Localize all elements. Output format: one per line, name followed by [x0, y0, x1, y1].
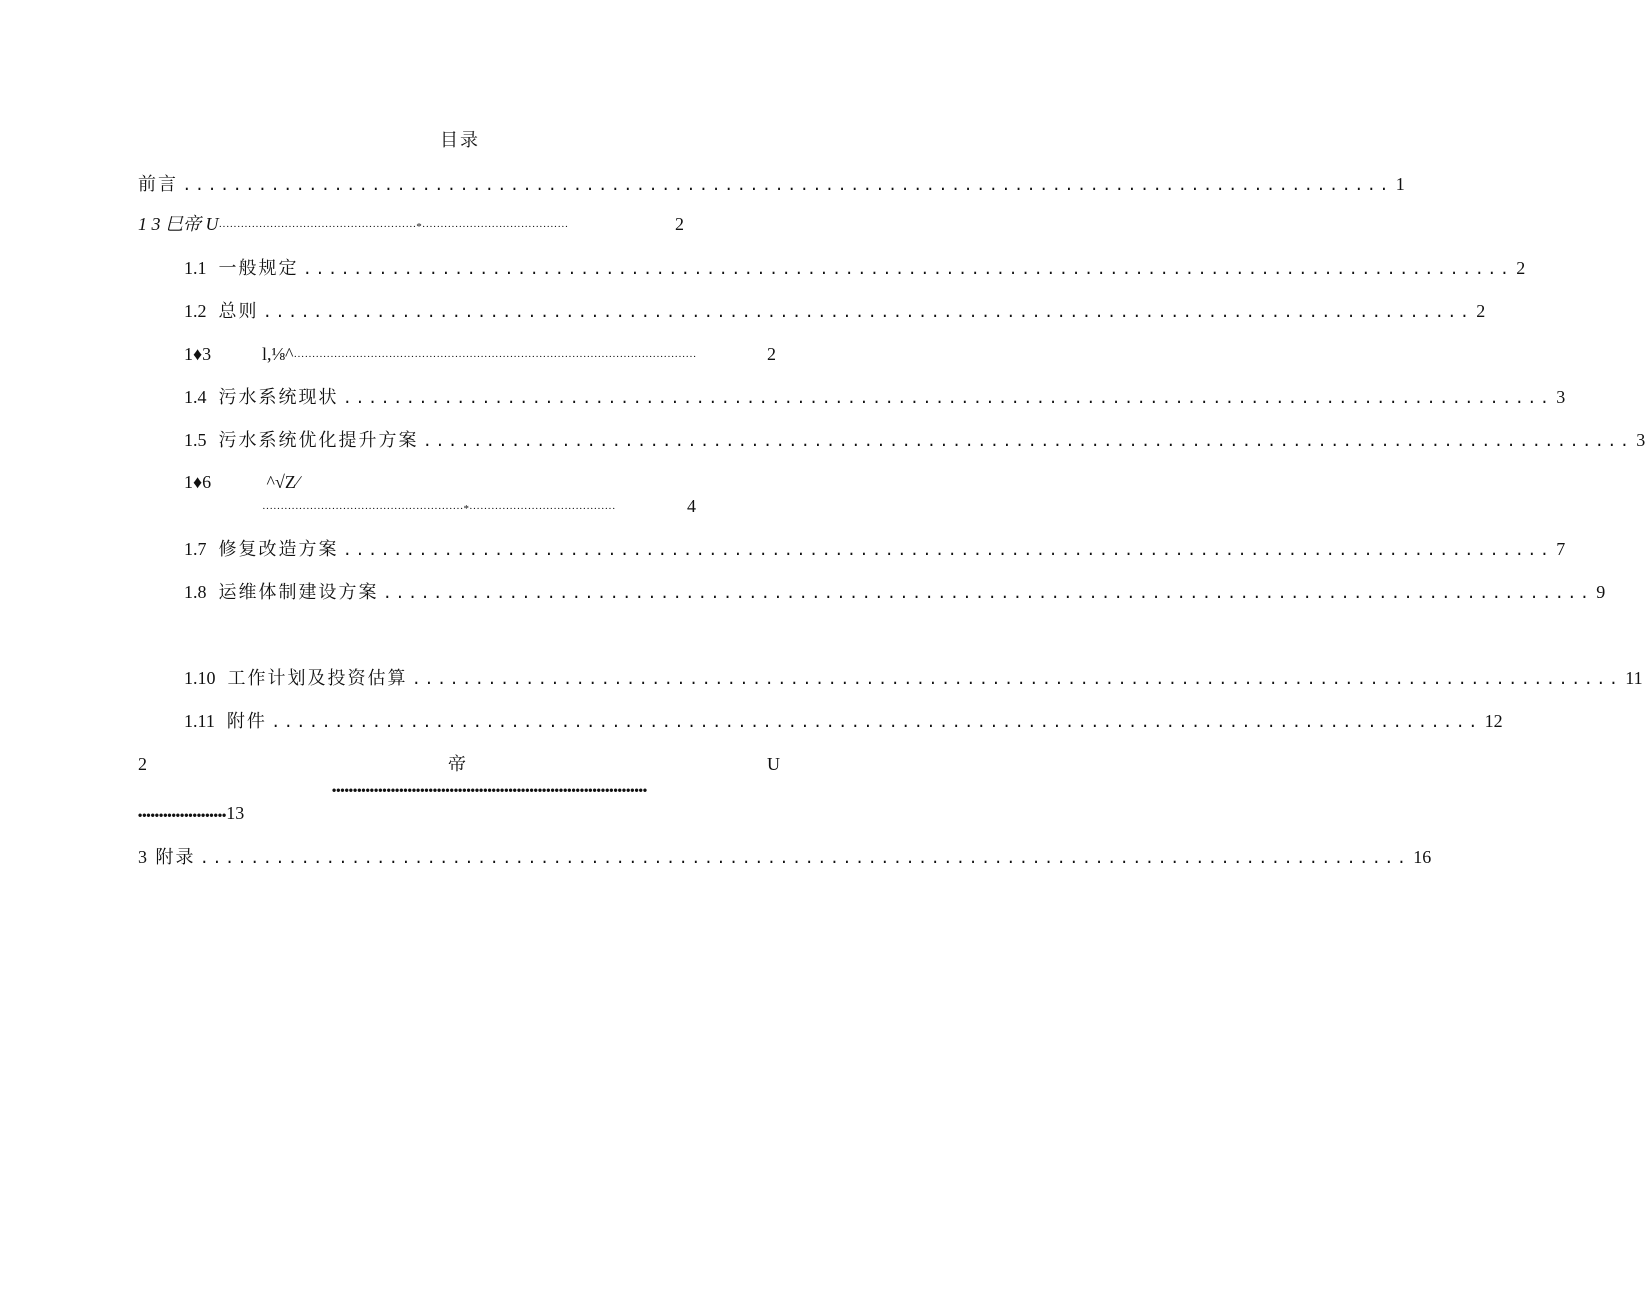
toc-entry-page: 2 [1516, 258, 1526, 278]
toc-entry-appendix[interactable] [138, 845, 1432, 871]
toc-entry-label: 1 3 巳帝 U [138, 214, 219, 234]
dot-leader: ................................................................................................ [342, 390, 1553, 408]
dot-leader: ................................................................................................ [302, 261, 1513, 279]
toc-entry-page: 3 [1556, 387, 1566, 407]
toc-entry-label: 污水系统优化提升方案 [218, 430, 419, 450]
toc-title: 目录 [440, 130, 480, 150]
dot-leader-bold: ••••••••••••••••••••••••••••••••••••••••••••••••••••••••••••••••••••••••••• [332, 783, 648, 797]
dot-leader: ······················································*········································ [218, 221, 569, 233]
dot-leader: ................................................................................................ [182, 177, 1392, 195]
toc-entry-number: 1.4 [184, 387, 207, 407]
toc-entry-label-end: U [767, 754, 780, 774]
toc-entry-page: 3 [1636, 430, 1645, 450]
toc-entry-page: 7 [1556, 539, 1566, 559]
toc-entry-1-2[interactable] [184, 299, 1486, 325]
toc-entry-1-7[interactable] [184, 537, 1566, 563]
toc-entry-label: 总则 [218, 301, 259, 321]
dot-leader: ................................................................................................ [411, 671, 1622, 689]
toc-entry-number: 1.5 [184, 430, 207, 450]
toc-entry-1-6-continuation[interactable] [262, 494, 696, 521]
toc-entry-page: 2 [767, 344, 776, 364]
toc-entry-1-3[interactable] [184, 342, 776, 369]
toc-entry-1-10[interactable] [184, 666, 1643, 692]
toc-entry-label: 附件 [226, 711, 267, 731]
dot-leader: ................................................................................................ [262, 304, 1473, 322]
toc-entry-label: 帝 [448, 754, 466, 774]
toc-entry-1-8[interactable] [184, 580, 1606, 606]
toc-entry-number: 1.1 [184, 258, 207, 278]
toc-entry-page: 2 [675, 214, 684, 234]
toc-entry-1-6[interactable] [184, 470, 299, 494]
toc-entry-preface[interactable] [138, 172, 1405, 198]
toc-entry-1-1[interactable] [184, 256, 1526, 282]
dot-leader: ••••••••••••••••••••• [138, 808, 227, 822]
dot-leader: ................................................................................................ [422, 433, 1633, 451]
toc-entry-number: 2 [138, 754, 147, 774]
dot-leader: ................................................................................................ [199, 850, 1410, 868]
toc-entry-label: 修复改造方案 [218, 539, 339, 559]
toc-entry-page: 9 [1596, 582, 1606, 602]
toc-entry-1-5[interactable] [184, 428, 1645, 454]
toc-entry-page: 13 [226, 803, 245, 823]
toc-entry-1-11[interactable] [184, 709, 1503, 735]
toc-entry-page: 11 [1625, 668, 1643, 688]
toc-entry-label: 污水系统现状 [218, 387, 339, 407]
toc-entry-number: 1.2 [184, 301, 207, 321]
toc-entry-chapter-2-continuation[interactable] [138, 801, 244, 827]
toc-entry-label: 工作计划及投资估算 [227, 668, 408, 688]
toc-entry-label: 3 附录 [138, 847, 196, 867]
toc-entry-chapter-1[interactable] [138, 212, 684, 239]
toc-entry-label: ^√Z∕ [266, 472, 299, 492]
toc-entry-number: 1.8 [184, 582, 207, 602]
dot-leader: ................................................................................................ [342, 542, 1553, 560]
toc-entry-page: 1 [1395, 174, 1405, 194]
toc-entry-number: 1.11 [184, 711, 215, 731]
dot-leader: ·······················································*········································ [262, 503, 616, 515]
toc-entry-page: 16 [1413, 847, 1432, 867]
dot-leader: ................................................................................................ [270, 714, 1481, 732]
toc-entry-number: 1.10 [184, 668, 216, 688]
dot-leader: ·············································································································· [293, 351, 697, 363]
toc-entry-label: 前言 [138, 174, 178, 194]
toc-entry-label: 运维体制建设方案 [218, 582, 379, 602]
dot-leader: ................................................................................................ [382, 585, 1593, 603]
toc-entry-number: 1.7 [184, 539, 207, 559]
toc-entry-page: 2 [1476, 301, 1486, 321]
toc-entry-label: 一般规定 [218, 258, 299, 278]
toc-entry-page: 4 [687, 496, 696, 516]
toc-entry-label: l,⅛^ [262, 344, 294, 364]
toc-entry-number: 1♦6 [184, 472, 212, 492]
toc-entry-1-4[interactable] [184, 385, 1566, 411]
toc-entry-number: 1♦3 [184, 344, 212, 364]
toc-entry-page: 12 [1484, 711, 1503, 731]
